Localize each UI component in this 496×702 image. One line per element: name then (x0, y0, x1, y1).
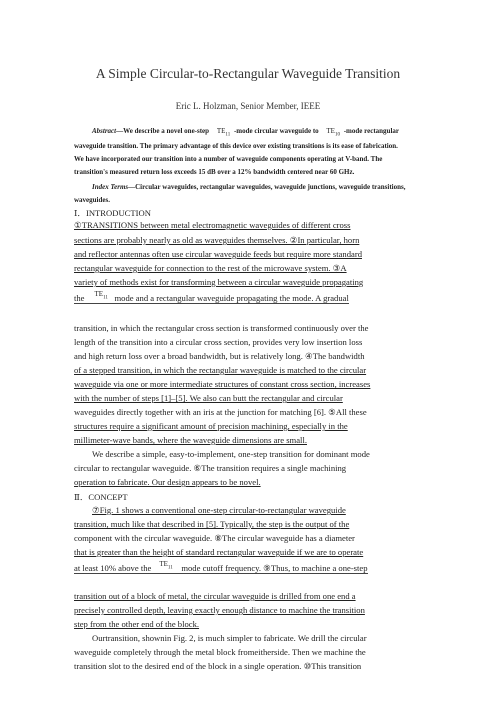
body-line-14: structures require a significant amount of precision machining, especially in the (74, 421, 348, 431)
abstract-line-4: transition's measured return loss exceeds 15 dB over a 12% bandwidth centered near 60 GHz. (74, 168, 355, 176)
body-line-8: length of the transition into a circular cross section, provides very low insertion loss (74, 337, 363, 347)
abstract-line-2: waveguide transition. The primary advantage of this device over existing transitions is its ease of fabrication. (74, 142, 398, 150)
section-heading-concept: Ⅱ．CONCEPT (74, 492, 128, 502)
body-line-23: at least 10% above the $TE_{11}$ mode cutoff frequency. ⑨Thus, to machine a one-step (74, 560, 368, 573)
te11-symbol: $TE_{11}$ (94, 290, 108, 301)
abstract-label: Abstract (92, 127, 117, 135)
body-line-15: millimeter-wave bands, where the waveguide dimensions are small. (74, 435, 307, 445)
body-line-10: of a stepped transition, in which the rectangular waveguide is matched to the circular (74, 365, 367, 375)
body-line-16: We describe a simple, easy-to-implement, one-step transition for dominant mode (92, 449, 370, 459)
body-line-2: sections are probably nearly as old as waveguides themselves. ②In particular, horn (74, 235, 360, 245)
index-terms-line-2: waveguides. (74, 196, 110, 204)
body-line-22: that is greater than the height of standard rectangular waveguide if we are to operate (74, 547, 364, 557)
abstract-line-3: We have incorporated our transition into a number of waveguide components operating at V-band. The (74, 155, 383, 163)
body-line-24: transition out of a block of metal, the circular waveguide is drilled from one end a (74, 591, 356, 601)
te11-symbol: $TE_{11}$ (216, 127, 231, 138)
body-line-20: transition, much like that described in [5]. Typically, the step is the output of the (74, 519, 350, 529)
body-line-21: component with the circular waveguide. ⑧The circular waveguide has a diameter (74, 533, 355, 543)
te11-symbol: $TE_{11}$ (159, 560, 173, 571)
te10-symbol: $TE_{10}$ (326, 127, 340, 138)
body-line-18: operation to fabricate. Our design appears to be novel. (74, 477, 261, 487)
body-line-26: step from the other end of the block. (74, 619, 200, 629)
body-line-4: rectangular waveguide for connection to the rest of the microwave system. ③A (74, 263, 347, 273)
body-line-28: waveguide completely through the metal block fromeitherside. Then we machine the (74, 647, 366, 657)
abstract-line-1: Abstract—We describe a novel one-step $TE_{11}$ -mode circular waveguide to $TE_{10}$ -mode rectangular (92, 127, 399, 138)
body-line-25: precisely controlled depth, leaving exactly enough distance to machine the transition (74, 605, 365, 615)
body-line-29: transition slot to the desired end of the block in a single operation. ⑩This transition (74, 661, 362, 671)
body-line-27: Ourtransition, shownin Fig. 2, is much simpler to fabricate. We drill the circular (92, 633, 367, 643)
body-line-19: ⑦Fig. 1 shows a conventional one-step circular-to-rectangular waveguide (92, 505, 346, 515)
body-line-6: the $TE_{11}$ mode and a rectangular waveguide propagating the mode. A gradual (74, 290, 349, 303)
body-line-1: ①TRANSITIONS between metal electromagnetic waveguides of different cross (74, 220, 351, 230)
index-terms-label: Index Terms (92, 183, 129, 191)
body-line-3: and reflector antennas often use circular waveguide feeds but require more standard (74, 249, 362, 259)
section-heading-introduction: Ⅰ．INTRODUCTION (74, 208, 151, 218)
body-line-12: with the number of steps [1]–[5]. We also can butt the rectangular and circular (74, 393, 343, 403)
body-line-11: waveguide via one or more intermediate structures of constant cross section, increases (74, 379, 371, 389)
body-line-13: waveguides directly together with an iris at the junction for matching [6]. ⑤All these (74, 407, 367, 417)
body-line-17: circular to rectangular waveguide. ⑥The transition requires a single machining (74, 463, 347, 473)
body-line-5: variety of methods exist for transforming between a circular waveguide propagating (74, 277, 364, 287)
paper-title: A Simple Circular-to-Rectangular Waveguide Transition (95, 66, 401, 81)
index-terms-line-1: Index Terms—Circular waveguides, rectangular waveguides, waveguide junctions, waveguide transitions, (92, 183, 406, 191)
body-line-7: transition, in which the rectangular cross section is transformed continuously over the (74, 323, 369, 333)
author-line: Eric L. Holzman, Senior Member, IEEE (175, 101, 321, 111)
body-line-9: and high return loss over a broad bandwidth, but is relatively long. ④The bandwidth (74, 351, 365, 361)
